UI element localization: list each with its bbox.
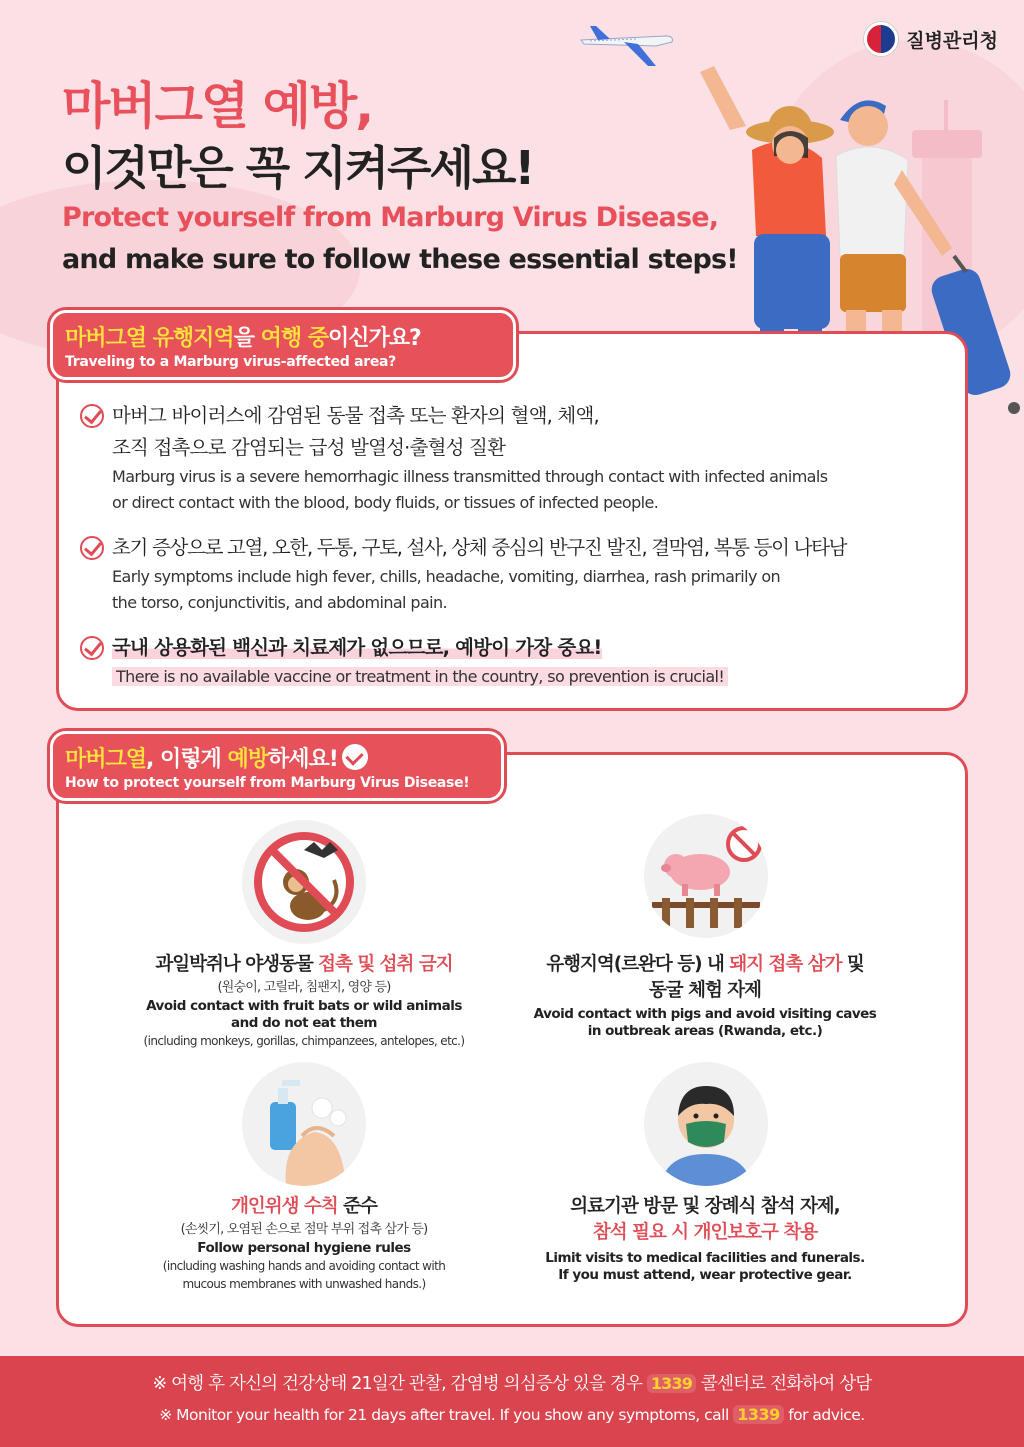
prevention-title: 의료기관 방문 및 장례식 참석 자제,	[570, 1196, 840, 1217]
prevention-korean-sub: (원숭이, 고릴라, 침팬지, 영양 등)	[217, 980, 391, 995]
taegeuk-emblem-icon	[864, 22, 898, 56]
info-korean: 마버그 바이러스에 감염된 동물 접촉 또는 환자의 혈액, 체액,	[112, 404, 599, 427]
tag-highlight: 예방	[227, 747, 268, 772]
prevention-english: Avoid contact with fruit bats or wild animals	[146, 998, 462, 1014]
info-korean	[112, 632, 950, 664]
tag-highlight: 여행 중	[260, 326, 329, 351]
no-wild-animals-icon	[242, 820, 366, 944]
prevention-title-text: 준수	[337, 1196, 377, 1217]
prevention-title-emphasis: 접촉 및 섭취 금지	[318, 954, 453, 975]
footer-korean	[0, 1370, 1024, 1395]
title-korean-line2: 이것만은 꼭 지켜주세요!	[62, 141, 534, 195]
info-english	[112, 664, 950, 690]
title-korean-line1: 마버그열 예방,	[62, 77, 373, 135]
footer-text: 콜센터로 전화하여 상담	[696, 1374, 872, 1394]
prevention-title-text: 및	[841, 954, 864, 975]
hotline-1339-badge: 1339	[733, 1405, 784, 1424]
prevention-item-wild-animals	[100, 952, 508, 1050]
prevention-english: Limit visits to medical facilities and funerals.	[545, 1250, 865, 1266]
section-tag-korean	[65, 742, 487, 773]
title-english-line1: Protect yourself from Marburg Virus Disease,	[62, 202, 719, 233]
pig-fence-icon	[644, 814, 768, 938]
info-english: Early symptoms include high fever, chills, headache, vomiting, diarrhea, rash primarily on	[112, 567, 781, 586]
prevention-english-sub: mucous membranes with unwashed hands.)	[182, 1277, 426, 1291]
tag-highlight: 마버그열	[65, 747, 147, 772]
footer-text: ※ 여행 후 자신의 건강상태 21일간 관찰, 감염병 의심증상 있을 경우	[152, 1374, 647, 1394]
tag-highlight: 마버그열 유행지역	[65, 326, 234, 351]
footer-text: ※ Monitor your health for 21 days after travel. If you show any symptoms, call	[159, 1406, 734, 1424]
prevention-title-emphasis: 개인위생 수칙	[231, 1196, 338, 1217]
info-item	[80, 532, 950, 616]
prevention-item-pigs-caves	[510, 952, 900, 1040]
handwashing-icon	[242, 1062, 366, 1186]
check-badge-icon	[342, 744, 368, 770]
prevention-english: Avoid contact with pigs and avoid visiting caves	[533, 1006, 877, 1022]
prevention-english: Follow personal hygiene rules	[197, 1240, 411, 1256]
title-english-line2: and make sure to follow these essential steps!	[62, 244, 738, 275]
tag-text: , 이렇게	[146, 747, 228, 772]
prevention-title	[100, 952, 508, 978]
highlighted-text: There is no available vaccine or treatment in the country, so prevention is crucial!	[112, 667, 728, 686]
check-circle-icon	[80, 536, 104, 560]
kdca-logo	[864, 22, 998, 56]
section-tag-english: Traveling to a Marburg virus-affected area?	[65, 354, 396, 370]
logo-text: 질병관리청	[906, 29, 998, 52]
tag-text: 이신가요?	[328, 326, 421, 351]
info-item-important	[80, 632, 950, 690]
prevention-english: in outbreak areas (Rwanda, etc.)	[587, 1023, 823, 1039]
footer-english	[0, 1405, 1024, 1424]
prevention-english: If you must attend, wear protective gear.	[558, 1267, 852, 1283]
hotline-1339-badge: 1339	[647, 1374, 696, 1393]
prevention-title-text: 유행지역(르완다 등) 내	[546, 954, 730, 975]
info-english: Marburg virus is a severe hemorrhagic illness transmitted through contact with infected animals	[112, 467, 828, 486]
tag-text: 하세요!	[267, 747, 338, 772]
section-tag-english: How to protect yourself from Marburg Virus Disease!	[65, 775, 470, 791]
mask-person-icon	[644, 1062, 768, 1186]
section-tag-korean	[65, 321, 499, 352]
prevention-english-sub: (including washing hands and avoiding contact with	[162, 1259, 446, 1273]
prevention-korean-sub: (손씻기, 오염된 손으로 점막 부위 접촉 삼가 등)	[180, 1222, 428, 1237]
section-tag-prevention	[50, 731, 504, 801]
prevention-title	[100, 1194, 508, 1220]
info-korean: 초기 증상으로 고열, 오한, 두통, 구토, 설사, 상체 중심의 반구진 발진, 결막염, 복통 등이 나타남	[112, 536, 847, 559]
check-circle-icon	[80, 636, 104, 660]
airplane-icon	[576, 22, 676, 72]
prevention-title-emphasis: 참석 필요 시 개인보호구 착용	[592, 1222, 818, 1243]
highlighted-text: 국내 상용화된 백신과 치료제가 없으므로, 예방이 가장 중요!	[112, 636, 602, 659]
prevention-title-line2: 동굴 체험 자제	[648, 980, 762, 1001]
info-item	[80, 400, 950, 516]
info-korean: 조직 접촉으로 감염되는 급성 발열성·출혈성 질환	[112, 436, 506, 459]
info-english: the torso, conjunctivitis, and abdominal pain.	[112, 593, 448, 612]
info-english: or direct contact with the blood, body fluids, or tissues of infected people.	[112, 493, 659, 512]
prevention-title-text: 과일박쥐나 야생동물	[155, 954, 319, 975]
footer-text: for advice.	[783, 1406, 865, 1424]
prevention-title	[510, 952, 900, 978]
prevention-english: and do not eat them	[231, 1015, 377, 1031]
footer-banner	[0, 1356, 1024, 1447]
tag-text: 을	[233, 326, 261, 351]
prevention-title-emphasis: 돼지 접촉 삼가	[729, 954, 842, 975]
prevention-english-sub: (including monkeys, gorillas, chimpanzees, antelopes, etc.)	[143, 1034, 465, 1048]
prevention-item-medical-facilities	[510, 1194, 900, 1284]
section-tag-traveling	[50, 310, 516, 380]
check-circle-icon	[80, 404, 104, 428]
prevention-item-hygiene	[100, 1194, 508, 1293]
